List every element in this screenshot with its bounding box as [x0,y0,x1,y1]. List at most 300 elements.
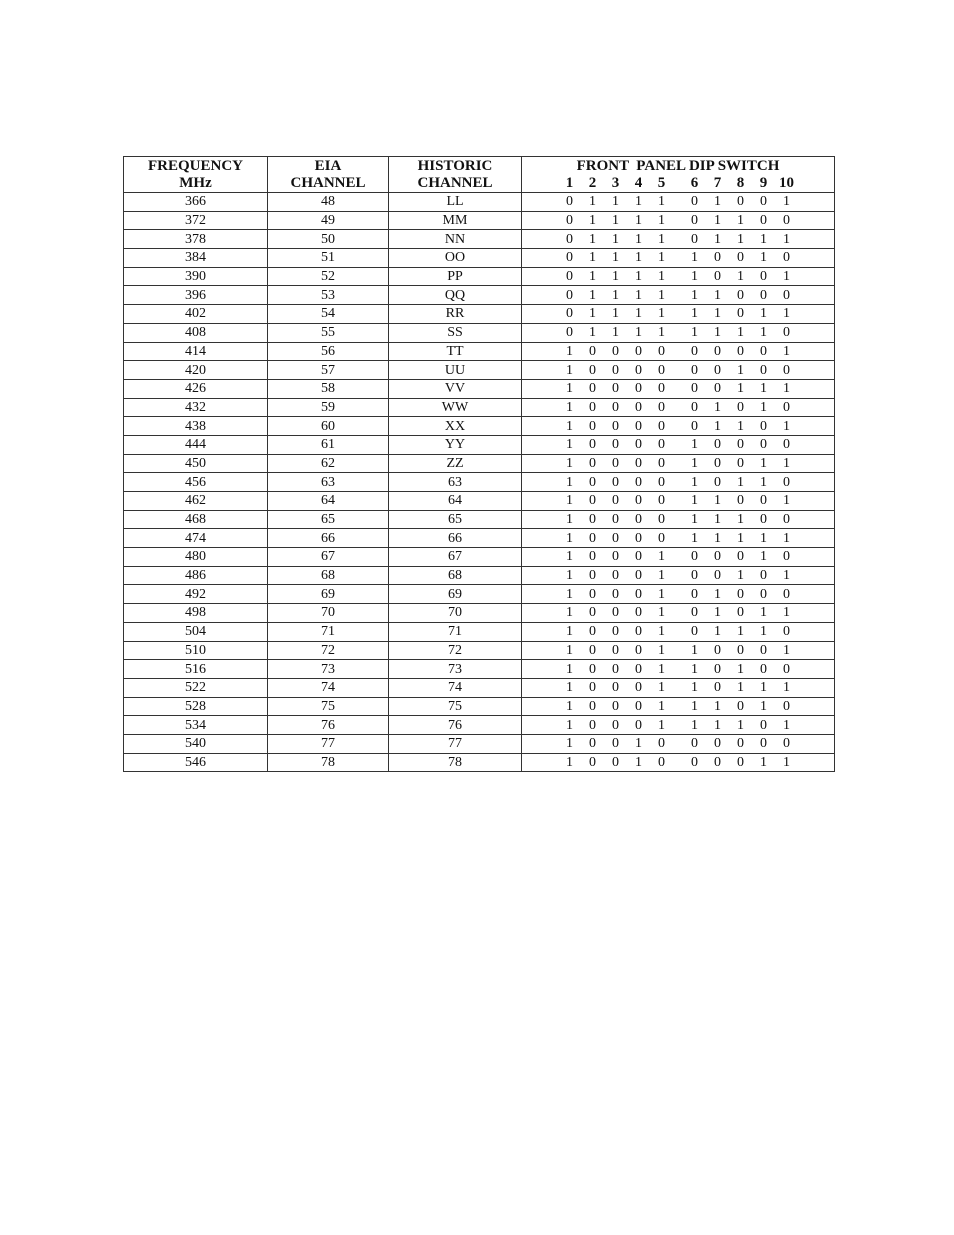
dip-bit-7: 0 [714,455,721,471]
dip-bit-9: 1 [760,231,767,247]
dip-bit-4: 0 [635,530,642,546]
dip-bit-2: 1 [589,287,596,303]
dip-bit-5: 1 [658,661,665,677]
historic-channel-cell: MM [389,211,522,230]
dip-bit-7: 0 [714,381,721,397]
channel-table [123,156,835,772]
eia-header-line1: EIA [314,157,342,174]
dip-bit-6: 1 [691,717,698,733]
dip-bit-3: 1 [612,194,619,210]
historic-channel-cell: NN [389,230,522,249]
dip-bit-9: 1 [760,698,767,714]
dip-bit-4: 0 [635,362,642,378]
dip-bit-1: 1 [566,586,573,602]
dip-switch-cell [522,417,835,436]
dip-switch-bits [522,193,834,210]
dip-number-9: 9 [759,175,768,191]
dip-bit-9: 1 [760,250,767,266]
dip-bit-10: 0 [783,661,790,677]
dip-bit-3: 1 [612,269,619,285]
frequency-cell: 450 [124,454,268,473]
dip-switch-cell [522,697,835,716]
dip-bit-9: 0 [760,512,767,528]
dip-bit-5: 1 [658,568,665,584]
dip-bit-9: 0 [760,213,767,229]
historic-channel-cell: 74 [389,678,522,697]
dip-bit-1: 1 [566,381,573,397]
dip-bit-5: 0 [658,437,665,453]
table-row [124,286,835,305]
dip-bit-1: 1 [566,680,573,696]
dip-header [522,157,835,193]
dip-switch-cell [522,286,835,305]
dip-switch-bits [522,362,834,379]
table-row [124,753,835,772]
eia-channel-cell: 54 [268,305,389,324]
dip-bit-3: 0 [612,642,619,658]
dip-bit-5: 0 [658,530,665,546]
dip-bit-2: 0 [589,381,596,397]
table-body [124,193,835,772]
eia-channel-cell: 72 [268,641,389,660]
dip-switch-cell [522,734,835,753]
frequency-cell: 474 [124,529,268,548]
eia-channel-cell: 56 [268,342,389,361]
dip-bit-4: 0 [635,399,642,415]
eia-channel-cell: 62 [268,454,389,473]
eia-channel-cell: 58 [268,379,389,398]
dip-bit-3: 0 [612,736,619,752]
dip-bit-9: 1 [760,455,767,471]
dip-switch-bits [522,305,834,322]
historic-channel-cell: 77 [389,734,522,753]
dip-switch-cell [522,641,835,660]
frequency-cell: 432 [124,398,268,417]
dip-bit-8: 1 [737,512,744,528]
historic-channel-cell: YY [389,435,522,454]
eia-channel-cell: 65 [268,510,389,529]
dip-bit-8: 0 [737,306,744,322]
dip-bit-5: 1 [658,605,665,621]
dip-bit-8: 1 [737,661,744,677]
dip-bit-7: 1 [714,493,721,509]
dip-bit-7: 0 [714,568,721,584]
eia-channel-cell: 57 [268,361,389,380]
dip-bit-3: 0 [612,754,619,770]
dip-bit-1: 1 [566,362,573,378]
dip-bit-6: 1 [691,306,698,322]
dip-number-6: 6 [690,175,699,191]
dip-bit-9: 0 [760,437,767,453]
historic-channel-cell: 75 [389,697,522,716]
dip-switch-cell [522,342,835,361]
frequency-cell: 408 [124,323,268,342]
dip-bit-1: 1 [566,605,573,621]
dip-bit-2: 0 [589,530,596,546]
dip-bit-8: 0 [737,736,744,752]
dip-bit-2: 0 [589,343,596,359]
table-row [124,211,835,230]
eia-channel-cell: 48 [268,193,389,212]
dip-bit-3: 0 [612,512,619,528]
frequency-header-line1: FREQUENCY [147,157,243,174]
dip-bit-3: 0 [612,437,619,453]
dip-bit-1: 1 [566,754,573,770]
frequency-cell: 402 [124,305,268,324]
dip-bit-9: 1 [760,624,767,640]
dip-bit-5: 0 [658,418,665,434]
dip-bit-10: 1 [783,343,790,359]
dip-bit-3: 0 [612,605,619,621]
dip-bit-3: 0 [612,493,619,509]
dip-bit-9: 0 [760,736,767,752]
dip-bit-1: 1 [566,642,573,658]
table-row [124,379,835,398]
dip-number-8: 8 [736,175,745,191]
eia-channel-cell: 77 [268,734,389,753]
dip-bit-3: 1 [612,325,619,341]
dip-bit-8: 0 [737,250,744,266]
dip-switch-bits [522,455,834,472]
dip-bit-9: 0 [760,418,767,434]
historic-header-line2: CHANNEL [417,174,493,191]
dip-bit-10: 1 [783,194,790,210]
dip-bit-7: 0 [714,250,721,266]
table-row [124,660,835,679]
dip-bit-2: 0 [589,493,596,509]
dip-bit-2: 0 [589,399,596,415]
dip-bit-4: 0 [635,680,642,696]
dip-bit-7: 0 [714,642,721,658]
eia-channel-cell: 68 [268,566,389,585]
dip-bit-1: 1 [566,512,573,528]
dip-bit-9: 0 [760,287,767,303]
dip-bit-1: 1 [566,399,573,415]
dip-bit-4: 0 [635,381,642,397]
dip-bit-10: 0 [783,549,790,565]
table-row [124,566,835,585]
dip-bit-1: 0 [566,325,573,341]
dip-switch-bits [522,530,834,547]
dip-bit-10: 1 [783,381,790,397]
frequency-header [124,157,268,193]
dip-bit-8: 1 [737,381,744,397]
dip-bit-4: 0 [635,698,642,714]
dip-number-1: 1 [565,175,574,191]
dip-bit-1: 1 [566,474,573,490]
frequency-cell: 456 [124,473,268,492]
dip-switch-cell [522,305,835,324]
dip-bit-8: 0 [737,194,744,210]
frequency-cell: 366 [124,193,268,212]
dip-bit-9: 1 [760,325,767,341]
dip-bit-4: 0 [635,493,642,509]
dip-number-10: 10 [779,175,794,191]
dip-bit-6: 1 [691,250,698,266]
frequency-cell: 384 [124,249,268,268]
dip-switch-bits [522,661,834,678]
dip-number-2: 2 [588,175,597,191]
dip-bit-6: 1 [691,512,698,528]
frequency-cell: 390 [124,267,268,286]
dip-switch-cell [522,249,835,268]
eia-channel-cell: 60 [268,417,389,436]
dip-bit-5: 1 [658,213,665,229]
historic-channel-cell: 71 [389,622,522,641]
dip-bit-10: 1 [783,642,790,658]
dip-bit-2: 0 [589,736,596,752]
dip-switch-bits [522,324,834,341]
dip-bit-7: 1 [714,605,721,621]
dip-switch-bits [522,399,834,416]
dip-bit-5: 1 [658,624,665,640]
dip-bit-6: 0 [691,194,698,210]
dip-bit-9: 1 [760,549,767,565]
dip-bit-4: 1 [635,250,642,266]
dip-bit-6: 1 [691,642,698,658]
dip-bit-8: 0 [737,642,744,658]
historic-channel-cell: UU [389,361,522,380]
dip-switch-cell [522,492,835,511]
eia-channel-cell: 74 [268,678,389,697]
dip-bit-5: 1 [658,325,665,341]
dip-switch-cell [522,566,835,585]
dip-bit-3: 0 [612,530,619,546]
historic-channel-cell: PP [389,267,522,286]
table-row [124,622,835,641]
eia-channel-cell: 64 [268,492,389,511]
dip-bit-6: 0 [691,549,698,565]
dip-bit-7: 1 [714,287,721,303]
dip-bit-9: 1 [760,381,767,397]
eia-channel-cell: 70 [268,604,389,623]
dip-bit-10: 1 [783,493,790,509]
table-row [124,305,835,324]
dip-bit-9: 0 [760,661,767,677]
frequency-cell: 540 [124,734,268,753]
dip-switch-bits [522,567,834,584]
table-row [124,548,835,567]
dip-bit-9: 1 [760,680,767,696]
dip-switch-bits [522,418,834,435]
dip-bit-1: 1 [566,343,573,359]
dip-bit-4: 0 [635,549,642,565]
dip-bit-1: 1 [566,530,573,546]
dip-switch-bits [522,623,834,640]
table-row [124,492,835,511]
table-row [124,249,835,268]
dip-bit-7: 1 [714,231,721,247]
historic-channel-cell: WW [389,398,522,417]
dip-bit-5: 0 [658,362,665,378]
table-row [124,734,835,753]
dip-switch-cell [522,379,835,398]
dip-bit-9: 0 [760,194,767,210]
frequency-cell: 522 [124,678,268,697]
dip-bit-4: 1 [635,736,642,752]
dip-bit-9: 1 [760,306,767,322]
frequency-cell: 378 [124,230,268,249]
historic-channel-cell: QQ [389,286,522,305]
dip-bit-10: 0 [783,698,790,714]
dip-bit-3: 0 [612,343,619,359]
dip-bit-10: 0 [783,287,790,303]
table-row [124,604,835,623]
dip-bit-6: 1 [691,680,698,696]
dip-bit-2: 0 [589,512,596,528]
frequency-cell: 492 [124,585,268,604]
frequency-cell: 372 [124,211,268,230]
frequency-cell: 396 [124,286,268,305]
dip-bit-7: 1 [714,306,721,322]
historic-channel-cell: 72 [389,641,522,660]
frequency-cell: 516 [124,660,268,679]
header-row [124,157,835,193]
dip-bit-10: 1 [783,754,790,770]
dip-switch-bits [522,492,834,509]
dip-bit-2: 0 [589,717,596,733]
dip-switch-cell [522,660,835,679]
table-row [124,678,835,697]
dip-bit-1: 1 [566,568,573,584]
dip-bit-9: 0 [760,362,767,378]
dip-bit-1: 1 [566,549,573,565]
dip-bit-3: 1 [612,231,619,247]
frequency-cell: 498 [124,604,268,623]
table-row [124,230,835,249]
dip-bit-8: 0 [737,399,744,415]
dip-bit-8: 0 [737,586,744,602]
dip-switch-cell [522,323,835,342]
dip-bit-4: 0 [635,717,642,733]
dip-bit-4: 0 [635,568,642,584]
dip-bit-8: 0 [737,549,744,565]
dip-bit-9: 0 [760,269,767,285]
dip-bit-10: 1 [783,306,790,322]
dip-bit-10: 1 [783,605,790,621]
dip-bit-8: 0 [737,698,744,714]
dip-bit-10: 0 [783,213,790,229]
frequency-cell: 480 [124,548,268,567]
dip-bit-10: 0 [783,399,790,415]
dip-bit-6: 0 [691,605,698,621]
dip-bit-10: 1 [783,231,790,247]
dip-bit-3: 0 [612,474,619,490]
dip-switch-cell [522,211,835,230]
eia-channel-cell: 66 [268,529,389,548]
frequency-cell: 426 [124,379,268,398]
frequency-cell: 462 [124,492,268,511]
dip-bit-6: 0 [691,213,698,229]
dip-bit-6: 0 [691,231,698,247]
dip-bit-5: 1 [658,287,665,303]
dip-switch-bits [522,754,834,771]
dip-bit-8: 1 [737,213,744,229]
dip-bit-4: 0 [635,455,642,471]
dip-bit-2: 1 [589,231,596,247]
historic-channel-cell: 70 [389,604,522,623]
dip-bit-4: 1 [635,194,642,210]
dip-bit-3: 0 [612,418,619,434]
dip-bit-8: 1 [737,624,744,640]
dip-bit-3: 0 [612,661,619,677]
dip-switch-bits [522,380,834,397]
dip-bit-7: 1 [714,194,721,210]
dip-bit-1: 1 [566,698,573,714]
eia-channel-cell: 76 [268,716,389,735]
dip-bit-2: 0 [589,474,596,490]
dip-switch-bits [522,548,834,565]
dip-bit-10: 1 [783,269,790,285]
dip-bit-6: 1 [691,661,698,677]
dip-bit-2: 1 [589,269,596,285]
dip-switch-cell [522,454,835,473]
dip-switch-cell [522,398,835,417]
table-row [124,342,835,361]
frequency-cell: 486 [124,566,268,585]
dip-number-5: 5 [657,175,666,191]
dip-bit-6: 0 [691,624,698,640]
eia-channel-cell: 71 [268,622,389,641]
dip-bit-2: 0 [589,568,596,584]
dip-bit-1: 1 [566,736,573,752]
dip-bit-10: 0 [783,250,790,266]
historic-channel-cell: 69 [389,585,522,604]
dip-switch-bits [522,231,834,248]
dip-bit-4: 0 [635,512,642,528]
table-row [124,716,835,735]
dip-bit-8: 1 [737,568,744,584]
historic-header-line1: HISTORIC [417,157,493,174]
dip-bit-7: 1 [714,586,721,602]
historic-channel-cell: OO [389,249,522,268]
dip-number-4: 4 [634,175,643,191]
dip-switch-cell [522,361,835,380]
dip-bit-4: 0 [635,586,642,602]
dip-bit-1: 1 [566,455,573,471]
dip-bit-9: 0 [760,717,767,733]
dip-bit-8: 0 [737,343,744,359]
dip-bit-10: 0 [783,586,790,602]
dip-bit-3: 0 [612,624,619,640]
dip-bit-7: 1 [714,624,721,640]
dip-bit-5: 0 [658,512,665,528]
dip-bit-6: 0 [691,381,698,397]
dip-bit-7: 1 [714,698,721,714]
frequency-cell: 420 [124,361,268,380]
dip-bit-1: 0 [566,250,573,266]
dip-bit-4: 0 [635,418,642,434]
dip-switch-bits [522,474,834,491]
dip-switch-bits [522,679,834,696]
dip-bit-4: 1 [635,231,642,247]
table-row [124,435,835,454]
dip-bit-4: 1 [635,287,642,303]
dip-switch-cell [522,678,835,697]
dip-bit-1: 1 [566,717,573,733]
dip-bit-6: 0 [691,736,698,752]
dip-bit-7: 1 [714,325,721,341]
eia-channel-cell: 52 [268,267,389,286]
frequency-cell: 468 [124,510,268,529]
dip-bit-5: 0 [658,493,665,509]
historic-channel-cell: TT [389,342,522,361]
frequency-cell: 528 [124,697,268,716]
dip-bit-2: 0 [589,362,596,378]
dip-switch-bits [522,642,834,659]
dip-bit-6: 0 [691,399,698,415]
dip-bit-2: 1 [589,194,596,210]
